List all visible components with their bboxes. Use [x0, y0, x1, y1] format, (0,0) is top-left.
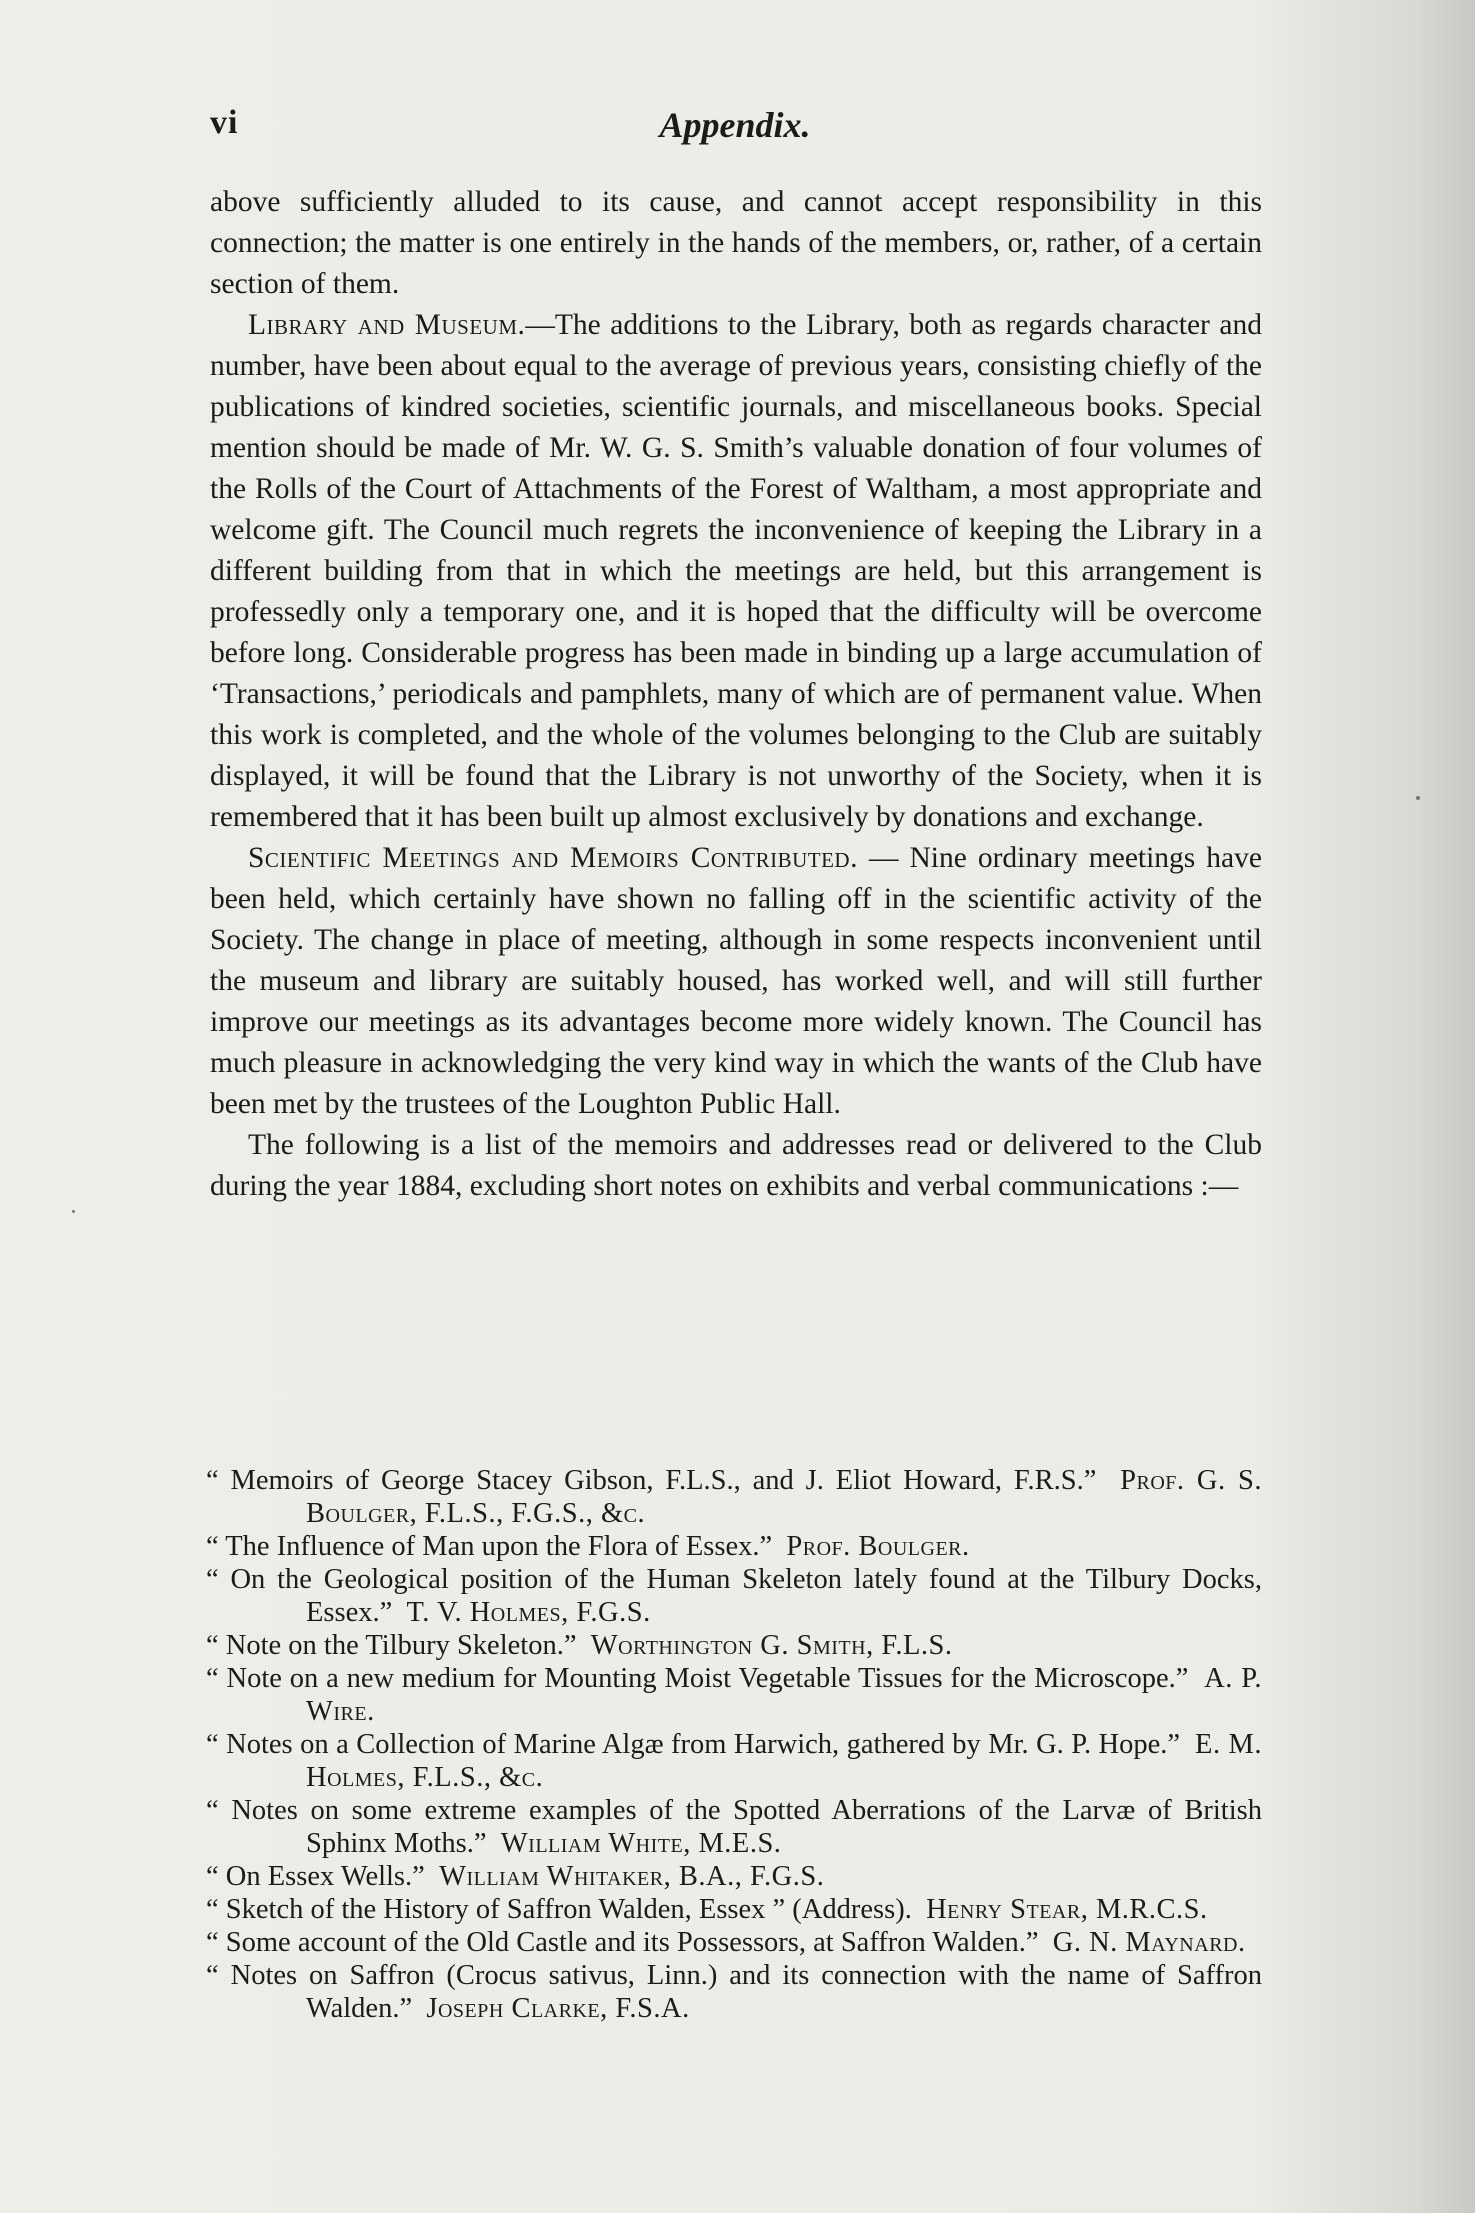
- running-title: Appendix.: [659, 105, 811, 145]
- memoir-author: William White, M.E.S.: [500, 1828, 782, 1859]
- paragraph-library-museum: [210, 305, 1262, 838]
- paragraph-scientific-meetings: [210, 838, 1262, 1125]
- memoir-author: E. M. Holmes, F.L.S., &c.: [306, 1729, 1263, 1793]
- memoir-title: “ Notes on a Collection of Marine Algæ from Harwich, gathered by Mr. G. P. Hope.”: [206, 1729, 1181, 1760]
- memoir-title: “ Notes on some extreme examples of the Spotted Aberrations of the Larvæ of British Sphinx Moths.”: [206, 1795, 1262, 1859]
- list-item: [206, 1959, 1262, 2025]
- memoir-author: G. N. Maynard.: [1052, 1927, 1246, 1958]
- paper-speck: [72, 1210, 75, 1213]
- list-item: [206, 1629, 1262, 1662]
- paragraph-memoir-list-intro: The following is a list of the memoirs and addresses read or delivered to the Club during the year 1884, excluding short notes on exhibits and verbal communications :—: [210, 1129, 1262, 1202]
- body-text: [210, 182, 1262, 1207]
- page-number: vi: [210, 104, 239, 141]
- memoir-title: “ On the Geological position of the Human Skeleton lately found at the Tilbury Docks, Essex.”: [206, 1564, 1262, 1628]
- paper-speck: [1416, 796, 1420, 800]
- memoir-author: Prof. G. S. Boulger, F.L.S., F.G.S., &c.: [306, 1465, 1262, 1529]
- section-heading-library-museum: Library and Museum.: [248, 309, 526, 341]
- memoir-author: Henry Stear, M.R.C.S.: [926, 1894, 1208, 1925]
- list-item: [206, 1893, 1262, 1926]
- memoir-title: “ Notes on Saffron (Crocus sativus, Linn.) and its connection with the name of Saffron Walden.”: [206, 1960, 1262, 2024]
- memoir-author: William Whitaker, B.A., F.G.S.: [439, 1861, 825, 1892]
- list-item: [206, 1926, 1262, 1959]
- paragraph-scientific-meetings-text: — Nine ordinary meetings have been held, which certainly have shown no falling off in the scientific activity of the Society. The change in place of meeting, although in some respects inconvenient until the museum and library are suitably housed, has worked well, and will still further improve our meetings as its advantages become more widely known. The Council has much pleasure in acknowledging the very kind way in which the wants of the Club have been met by the trustees of the Loughton Public Hall.: [210, 842, 1262, 1120]
- memoir-title: “ The Influence of Man upon the Flora of Essex.”: [206, 1531, 773, 1562]
- memoir-title: “ Some account of the Old Castle and its Possessors, at Saffron Walden.”: [206, 1927, 1039, 1958]
- memoir-list: [206, 1464, 1262, 2025]
- memoir-author: T. V. Holmes, F.G.S.: [406, 1597, 651, 1628]
- memoir-title: “ Note on the Tilbury Skeleton.”: [206, 1630, 577, 1661]
- list-item: [206, 1662, 1262, 1728]
- memoir-title: “ Sketch of the History of Saffron Walden, Essex ” (Address).: [206, 1894, 912, 1925]
- page-header: [210, 104, 1260, 154]
- list-item: [206, 1860, 1262, 1893]
- list-item: [206, 1530, 1262, 1563]
- memoir-title: “ Memoirs of George Stacey Gibson, F.L.S., and J. Eliot Howard, F.R.S.”: [206, 1465, 1097, 1496]
- list-item: [206, 1563, 1262, 1629]
- memoir-title: “ On Essex Wells.”: [206, 1861, 425, 1892]
- memoir-author: A. P. Wire.: [306, 1663, 1263, 1727]
- memoir-author: Prof. Boulger.: [786, 1531, 970, 1562]
- paragraph-library-museum-text: —The additions to the Library, both as regards character and number, have been about equal to the average of previous years, consisting chiefly of the publications of kindred societies, scientific journals, and miscellaneous books. Special mention should be made of Mr. W. G. S. Smith’s valuable donation of four volumes of the Rolls of the Court of Attachments of the Forest of Waltham, a most appropriate and welcome gift. The Council much regrets the inconvenience of keeping the Library in a different building from that in which the meetings are held, but this arrangement is professedly only a temporary one, and it is hoped that the difficulty will be overcome before long. Considerable progress has been made in binding up a large accumulation of ‘Transactions,’ periodicals and pamphlets, many of which are of permanent value. When this work is completed, and the whole of the volumes belonging to the Club are suitably displayed, it will be found that the Library is not unworthy of the Society, when it is remembered that it has been built up almost exclusively by donations and exchange.: [210, 309, 1262, 833]
- list-item: [206, 1464, 1262, 1530]
- list-item: [206, 1794, 1262, 1860]
- section-heading-scientific-meetings: Scientific Meetings and Memoirs Contributed.: [248, 842, 858, 874]
- memoir-author: Joseph Clarke, F.S.A.: [426, 1993, 690, 2024]
- memoir-author: Worthington G. Smith, F.L.S.: [590, 1630, 953, 1661]
- list-item: [206, 1728, 1262, 1794]
- memoir-title: “ Note on a new medium for Mounting Moist Vegetable Tissues for the Microscope.”: [206, 1663, 1189, 1694]
- paragraph-continuation: above sufficiently alluded to its cause, and cannot accept responsibility in this connection; the matter is one entirely in the hands of the members, or, rather, of a certain section of them.: [210, 186, 1262, 300]
